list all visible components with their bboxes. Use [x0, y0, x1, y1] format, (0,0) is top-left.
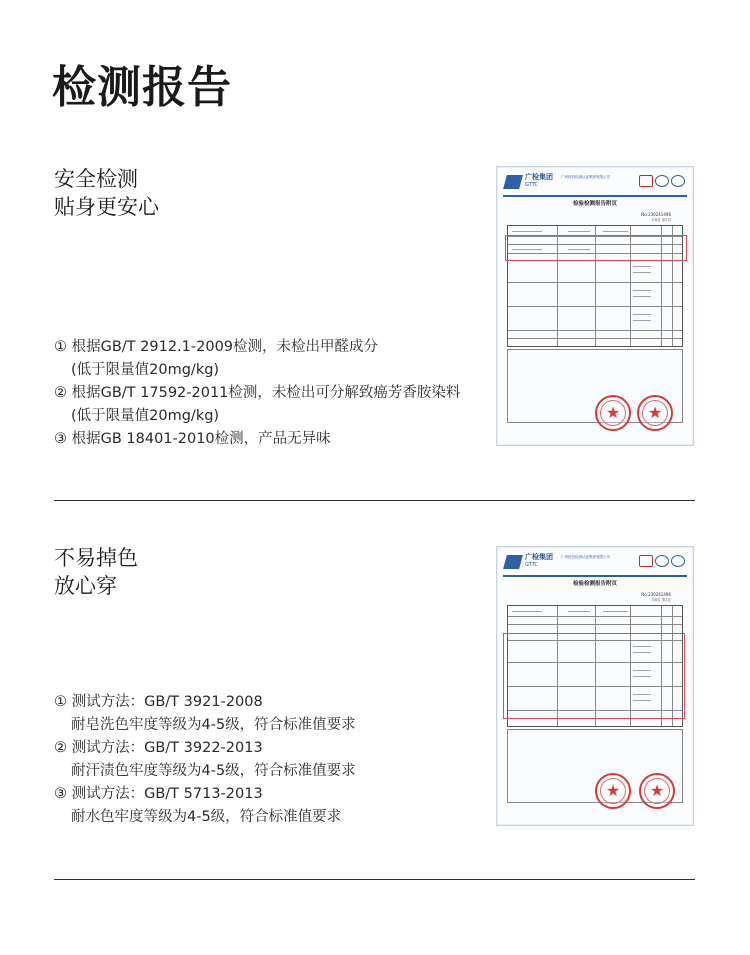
test-items-list	[54, 336, 460, 451]
list-item	[54, 428, 460, 451]
report-page: 共6页 第2页	[651, 218, 671, 222]
report-page: 共6页 第2页	[651, 598, 671, 602]
item-text: 测试方法：GB/T 5713-2013	[71, 786, 263, 802]
headline-line-2: 贴身更安心	[54, 195, 159, 219]
list-item	[54, 737, 356, 783]
report-header	[503, 553, 687, 577]
cma-badge-icon	[639, 555, 653, 567]
item-marker: ①	[54, 694, 67, 710]
item-text: 根据GB/T 17592-2011检测，未检出可分解致癌芳香胺染料	[71, 385, 461, 401]
certification-badges	[639, 555, 685, 567]
item-marker: ①	[54, 339, 67, 355]
report-brand-en: GTTC	[525, 562, 538, 568]
section-headline	[54, 544, 138, 600]
report-brand-en: GTTC	[525, 182, 538, 188]
report-title: 检验检测报告附页	[572, 581, 617, 587]
report-org: 广州检验检测认证集团有限公司	[561, 555, 610, 559]
report-number: No:230241496	[641, 592, 671, 597]
headline-line-2: 放心穿	[54, 574, 117, 598]
item-text: 根据GB/T 2912.1-2009检测，未检出甲醛成分	[71, 339, 379, 355]
list-item	[54, 336, 460, 382]
ilac-badge-icon	[655, 175, 669, 187]
highlight-box	[503, 633, 685, 719]
item-marker: ③	[54, 786, 67, 802]
headline-line-1: 不易掉色	[54, 546, 138, 570]
item-marker: ③	[54, 431, 67, 447]
report-brand: 广检集团	[525, 173, 553, 181]
ilac-badge-icon	[655, 555, 669, 567]
test-items-list	[54, 691, 356, 829]
report-org: 广州检验检测认证集团有限公司	[561, 175, 610, 179]
section-headline	[54, 165, 159, 221]
official-seal-icon: ★	[639, 773, 675, 809]
cnas-badge-icon	[671, 555, 685, 567]
item-sub: 耐汗渍色牢度等级为4-5级，符合标准值要求	[71, 763, 356, 779]
gttc-logo-icon	[503, 175, 523, 189]
item-marker: ②	[54, 740, 67, 756]
item-marker: ②	[54, 385, 67, 401]
report-number: No:230241496	[641, 212, 671, 217]
report-title: 检验检测报告附页	[572, 201, 617, 207]
headline-line-1: 安全检测	[54, 167, 138, 191]
item-text: 测试方法：GB/T 3921-2008	[71, 694, 263, 710]
cnas-badge-icon	[671, 175, 685, 187]
page-title: 检测报告	[52, 62, 232, 113]
item-sub: 耐皂洗色牢度等级为4-5级，符合标准值要求	[71, 717, 356, 733]
list-item	[54, 783, 356, 829]
list-item	[54, 382, 460, 428]
cma-badge-icon	[639, 175, 653, 187]
gttc-logo-icon	[503, 555, 523, 569]
item-sub: (低于限量值20mg/kg)	[71, 362, 220, 378]
report-header	[503, 173, 687, 197]
item-text: 测试方法：GB/T 3922-2013	[71, 740, 263, 756]
test-report-image	[496, 166, 694, 446]
section-divider	[54, 500, 695, 501]
official-seal-icon: ★	[637, 395, 673, 431]
item-sub: (低于限量值20mg/kg)	[71, 408, 220, 424]
official-seal-icon: ★	[595, 395, 631, 431]
item-sub: 耐水色牢度等级为4-5级，符合标准值要求	[71, 809, 342, 825]
section-divider	[54, 879, 695, 880]
certification-badges	[639, 175, 685, 187]
list-item	[54, 691, 356, 737]
test-report-image	[496, 546, 694, 826]
item-text: 根据GB 18401-2010检测，产品无异味	[71, 431, 331, 447]
official-seal-icon: ★	[595, 773, 631, 809]
report-brand: 广检集团	[525, 553, 553, 561]
highlight-box	[505, 235, 687, 261]
